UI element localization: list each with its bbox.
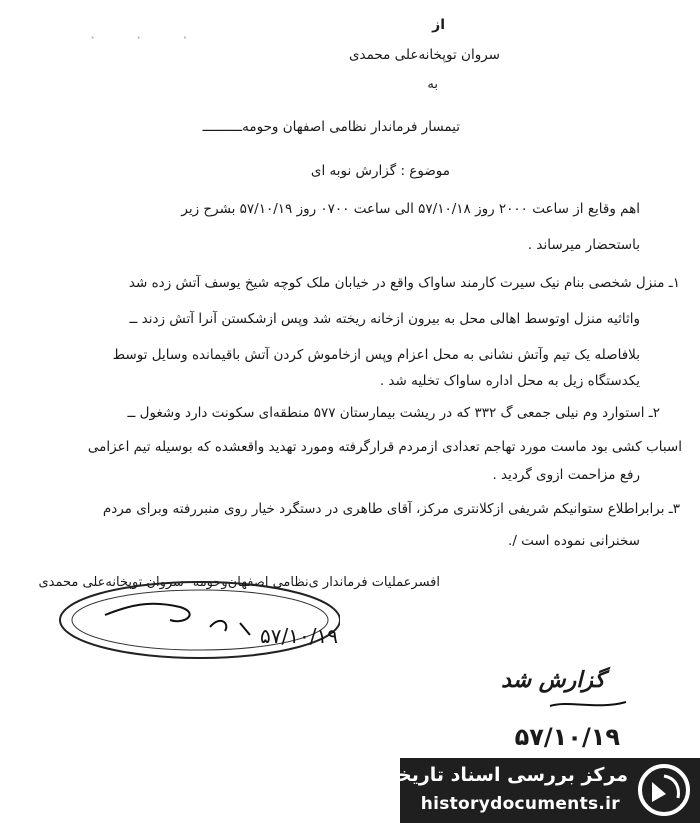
archive-logo-icon bbox=[636, 762, 692, 818]
faint-marks: · · · bbox=[90, 28, 206, 47]
subject-line: موضوع : گزارش نوبه ای bbox=[310, 163, 450, 179]
item-3-line-2: سخنرانی نموده است /. bbox=[508, 533, 640, 549]
intro-line-2: باستحضار میرساند . bbox=[527, 237, 640, 253]
item-2-line-1: ۲ـ استوارد وم نیلی جمعی گ ۳۳۲ که در ریشت بیمارستان ۵۷۷ منطقه‌ای سکونت دارد وشغول ــ bbox=[127, 405, 660, 421]
archive-url: historydocuments.ir bbox=[420, 794, 620, 814]
to-label: به bbox=[427, 77, 438, 92]
archive-center-name: مرکز بررسی اسناد تاریخی bbox=[378, 764, 628, 786]
archive-watermark bbox=[378, 758, 700, 823]
stamp-seal-icon bbox=[50, 565, 340, 675]
item-1-line-1: ۱ـ منزل شخصی بنام نیک سیرت کارمند ساواک واقع در خیابان ملک کوچه شیخ یوسف آتش زده شد bbox=[128, 275, 680, 291]
item-2-line-3: رفع مزاحمت ازوی گردید . bbox=[492, 467, 640, 483]
handwriting-stroke-icon bbox=[548, 698, 628, 712]
from-name: سروان توپخانه‌علی محمدی bbox=[348, 47, 500, 63]
item-1-line-4: یکدستگاه زیل به محل اداره ساواک تخلیه شد . bbox=[379, 373, 640, 389]
stamp-date: ۵۷/۱۰/۱۹ bbox=[260, 624, 338, 648]
signature-block: افسرعملیات فرماندار ی‌نظامی اصفهان‌وحومه -سروان توپخانه‌علی محمدی bbox=[38, 575, 440, 590]
handwritten-note: گزارش شد bbox=[501, 668, 605, 693]
item-1-line-2: واثاثیه منزل اوتوسط اهالی محل به بیرون ازخانه ریخته شد وپس ازشکستن آنرا آتش زدند ــ bbox=[129, 311, 640, 327]
item-2-line-2: اسباب کشی بود ماست مورد تهاجم تعدادی ازمردم قرارگرفته ومورد تهدید واقعشده که بوسیله تیم اعزامی bbox=[87, 439, 682, 455]
intro-line-1: اهم وقایع از ساعت ۲۰۰۰ روز ۵۷/۱۰/۱۸ الی ساعت ۰۷۰۰ روز ۵۷/۱۰/۱۹ بشرح زیر bbox=[181, 201, 640, 217]
item-3-line-1: ۳ـ برابراطلاع ستوانیکم شریفی ازکلانتری مرکز، آقای طاهری در دستگرد خیار روی منبررفته وبرای مردم bbox=[102, 501, 680, 517]
from-label: از bbox=[432, 17, 445, 33]
to-name: تیمسار فرماندار نظامی اصفهان وحومه‌ــــــــــ bbox=[202, 119, 460, 135]
handwritten-date: ۵۷/۱۰/۱۹ bbox=[514, 723, 620, 751]
item-1-line-3: بلافاصله یک تیم وآتش نشانی به محل اعزام وپس ازخاموش کردن آتش باقیمانده وسایل توسط bbox=[112, 347, 640, 363]
